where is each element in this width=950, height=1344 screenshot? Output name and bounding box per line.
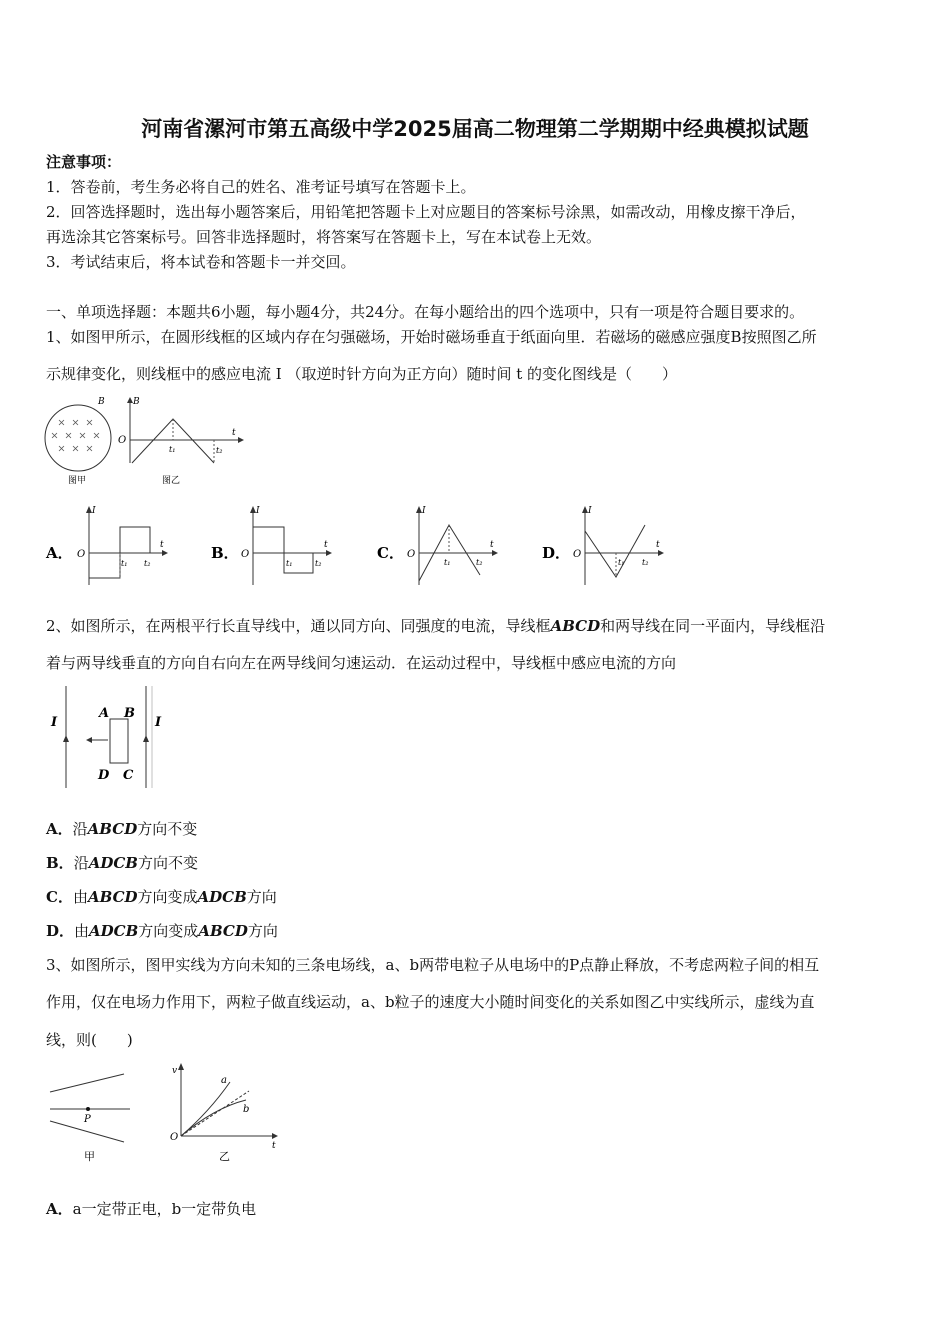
notice-item-1: 1．答卷前，考生务必将自己的姓名、准考证号填写在答题卡上。 [46, 178, 476, 196]
q3-label-P: P [84, 1114, 91, 1125]
q2-option-d-path1: ADCB [89, 922, 139, 940]
q1-d-label-t1: t₁ [618, 558, 625, 567]
q1-a-label-I: I [92, 506, 96, 516]
q2-option-d-pre: 由 [74, 922, 90, 940]
q1-a-label-O: O [77, 549, 86, 560]
q2-text-line2: 着与两导线垂直的方向自右向左在两导线间匀速运动．在运动过程中，导线框中感应电流的方向 [46, 654, 677, 672]
q2-option-c-end: 方向 [246, 888, 277, 906]
notice-heading: 注意事项： [46, 153, 122, 171]
q1-text-line1: 1、如图甲所示，在圆形线框的区域内存在匀强磁场，开始时磁场垂直于纸面向里．若磁场的磁感应强度B按照图乙所 [46, 328, 817, 346]
q2-option-c-mid: 方向变成 [137, 888, 198, 906]
q2-label-C: C [123, 768, 134, 783]
q1-b-label-t2: t₂ [315, 559, 322, 568]
q2-option-d[interactable] [46, 921, 278, 941]
label-O: O [118, 435, 127, 446]
q3-caption-jia: 甲 [84, 1150, 95, 1163]
q1-c-label-t: t [490, 540, 494, 550]
q1-a-label-t1: t₁ [121, 559, 128, 568]
q1-option-d[interactable] [542, 506, 664, 585]
q1-option-c-label: C． [377, 544, 404, 562]
q3-text-line3: 线，则( ) [46, 1031, 133, 1049]
q2-option-d-mid: 方向变成 [138, 922, 199, 940]
q2-label-A: A [99, 706, 110, 721]
q2-option-b-mid: 方向不变 [137, 854, 198, 872]
q1-a-label-t: t [160, 540, 164, 550]
curve-a [181, 1082, 230, 1136]
q1-c-label-t2: t₂ [476, 558, 483, 567]
q3-figure [44, 1060, 294, 1170]
q2-option-a-path1: ABCD [87, 820, 138, 838]
q3-option-a-label: A． [46, 1200, 73, 1218]
q2-label-I-right: I [155, 715, 162, 730]
q2-text-line1 [46, 616, 825, 636]
q2-option-b-path1: ADCB [88, 854, 138, 872]
q2-label-D: D [98, 768, 110, 783]
q2-line1-frame: ABCD [550, 617, 601, 635]
q1-options-graphs [40, 503, 680, 588]
q2-option-d-path2: ABCD [198, 922, 248, 940]
q3-text-line2: 作用，仅在电场力作用下，两粒子做直线运动，a、b粒子的速度大小随时间变化的关系如图乙中实线所示，虚线为直 [46, 993, 815, 1011]
notice-item-2a: 2．回答选择题时，选出每小题答案后，用铅笔把答题卡上对应题目的答案标号涂黑，如需改动，用橡皮擦干净后， [46, 203, 806, 221]
q1-b-label-t1: t₁ [286, 559, 293, 568]
q1-figure-jia-yi [40, 393, 255, 488]
q1-d-curve [585, 525, 645, 577]
q1-option-b[interactable] [211, 506, 332, 585]
q1-option-b-label: B． [211, 544, 239, 562]
t-axis-arrow [238, 437, 244, 443]
q2-option-a-mid: 方向不变 [137, 820, 198, 838]
q2-label-B: B [124, 706, 135, 721]
q3-label-v: v [172, 1066, 178, 1076]
label-t1: t₁ [169, 445, 176, 454]
q2-label-I-left: I [51, 715, 58, 730]
q1-option-d-label: D． [542, 544, 571, 562]
q2-option-a-label: A． [46, 820, 73, 838]
q2-option-c[interactable] [46, 887, 277, 907]
q2-option-d-end: 方向 [247, 922, 278, 940]
q2-line1-end: 和两导线在同一平面内，导线框沿 [600, 617, 826, 635]
q2-line1-start: 2、如图所示，在两根平行长直导线中，通以同方向、同强度的电流，导线框 [46, 617, 551, 635]
q2-option-c-label: C． [46, 888, 73, 906]
q1-b-label-t: t [324, 540, 328, 550]
label-t: t [232, 428, 236, 438]
q2-option-b-pre: 沿 [73, 854, 89, 872]
reference-dashed-line [181, 1091, 249, 1136]
q1-d-label-O: O [573, 549, 582, 560]
circular-frame [45, 405, 111, 471]
q2-option-b[interactable] [46, 853, 198, 873]
q1-option-c[interactable] [377, 506, 498, 585]
q1-c-label-O: O [407, 549, 416, 560]
q1-a-label-t2: t₂ [144, 559, 151, 568]
notice-item-3: 3．考试结束后，将本试卷和答题卡一并交回。 [46, 253, 356, 271]
right-current-arrow [143, 735, 149, 742]
q2-option-b-label: B． [46, 854, 74, 872]
q2-option-c-pre: 由 [72, 888, 88, 906]
magnetic-field-crosses [52, 420, 99, 451]
section-heading: 一、单项选择题：本题共6小题，每小题4分，共24分。在每小题给出的四个选项中，只有一项是符合题目要求的。 [46, 303, 805, 321]
page-title: 河南省漯河市第五高级中学2025届高二物理第二学期期中经典模拟试题 [141, 117, 809, 141]
q2-option-c-path2: ADCB [197, 888, 247, 906]
q2-option-d-label: D． [46, 922, 75, 940]
velocity-arrowhead [86, 737, 92, 743]
label-t2: t₂ [216, 446, 223, 455]
q2-option-c-path1: ABCD [87, 888, 138, 906]
v-axis-arrow [178, 1063, 184, 1070]
q1-text-line2: 示规律变化，则线框中的感应电流 I （取逆时针方向为正方向）随时间 t 的变化图线是（ ） [46, 365, 678, 383]
q1-b-label-O: O [241, 549, 250, 560]
notice-item-2b: 再选涂其它答案标号。回答非选择题时，将答案写在答题卡上，写在本试卷上无效。 [46, 228, 602, 246]
q1-b-label-I: I [256, 506, 260, 516]
label-B-jia: B [98, 397, 105, 407]
q2-option-a-pre: 沿 [72, 820, 88, 838]
fig-jia-caption: 图甲 [68, 476, 87, 486]
point-p [86, 1107, 90, 1111]
q3-label-O: O [170, 1132, 179, 1143]
field-line-top [50, 1074, 124, 1092]
left-current-arrow [63, 735, 69, 742]
fig-yi-caption: 图乙 [162, 476, 181, 486]
q3-label-a: a [221, 1075, 227, 1086]
q1-option-a-label: A． [46, 544, 73, 562]
label-B-yi: B [133, 397, 140, 407]
q3-text-line1: 3、如图所示，图甲实线为方向未知的三条电场线，a、b两带电粒子从电场中的P点静止释放，不考虑两粒子间的相互 [46, 956, 820, 974]
wire-frame-abcd [110, 719, 128, 763]
q3-label-t: t [272, 1141, 276, 1151]
t-axis-q3-arrow [272, 1133, 278, 1139]
q1-d-label-t2: t₂ [642, 558, 649, 567]
q1-c-label-I: I [422, 506, 426, 516]
q3-option-a[interactable] [46, 1199, 256, 1219]
q3-option-a-text: a一定带正电，b一定带负电 [72, 1200, 257, 1218]
curve-b [181, 1100, 246, 1136]
q3-label-b: b [243, 1104, 250, 1115]
q1-c-label-t1: t₁ [444, 558, 451, 567]
q2-figure [44, 682, 174, 792]
q1-option-a[interactable] [45, 506, 168, 585]
q1-d-label-t: t [656, 540, 660, 550]
q2-option-a[interactable] [46, 819, 197, 839]
q3-caption-yi: 乙 [219, 1150, 230, 1163]
q1-d-label-I: I [588, 506, 592, 516]
q1-b-curve [253, 527, 313, 573]
b-curve [132, 419, 214, 463]
